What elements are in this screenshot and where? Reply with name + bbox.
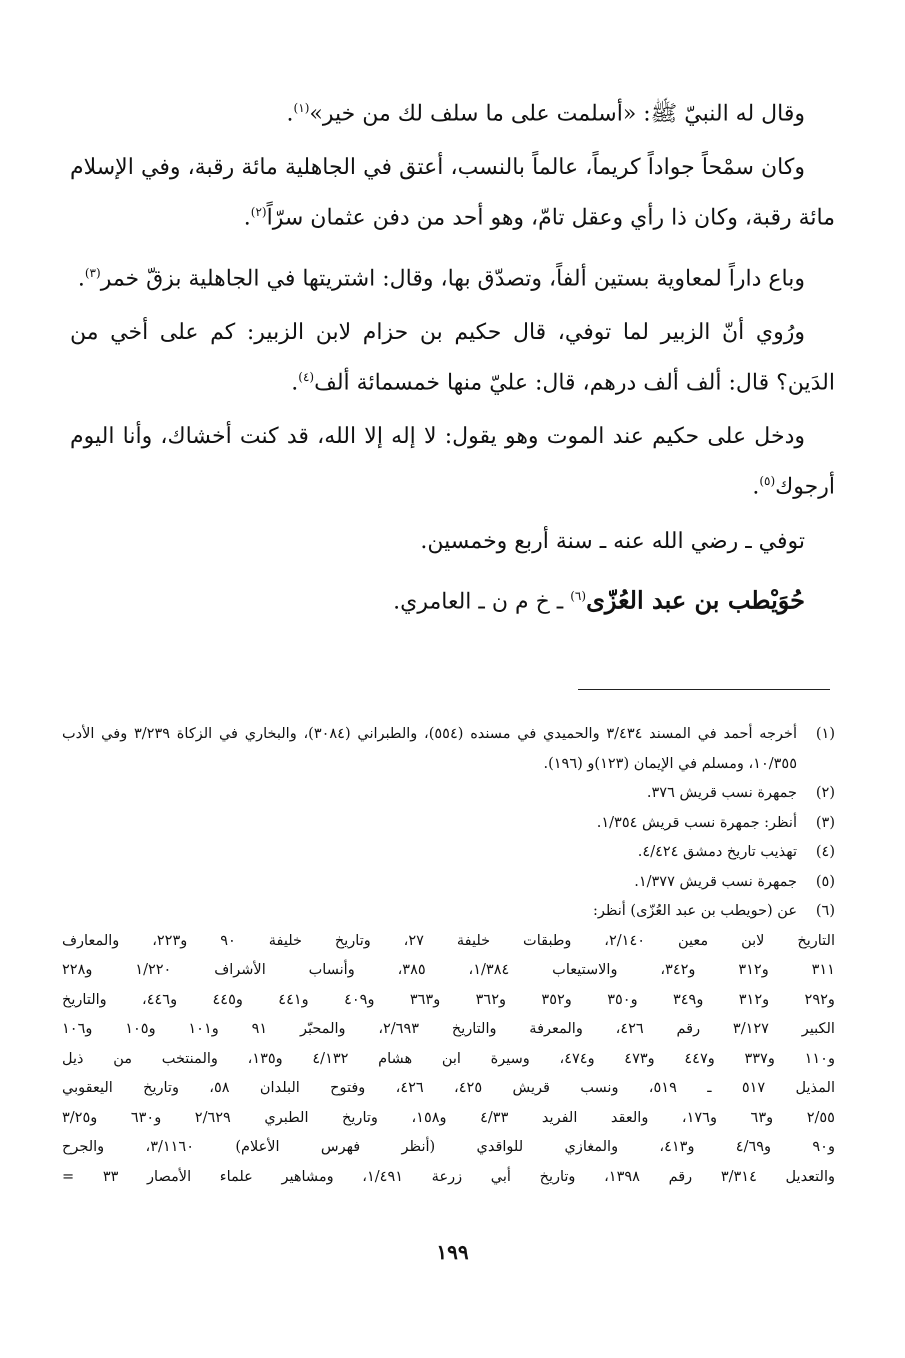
footnote-6-continuation-line: ٢/٥٥ و٦٣ و١٧٦، والعقد الفريد ٤/٣٣ و١٥٨، وتاريخ الطبري ٢/٦٢٩ و٦٣٠ و٣/٢٥: [62, 1109, 835, 1126]
paragraph-1-text: وقال له النبيّ ﷺ: «أسلمت على ما سلف لك من خير»: [309, 101, 805, 127]
footnote-number: (٢): [815, 785, 835, 801]
footnote-2: [62, 779, 835, 809]
paragraph-4-text: ورُوي أنّ الزبير لما توفي، قال حكيم بن حزام لابن الزبير: كم على أخي من الدَين؟ قال: ألف ألف درهم، قال: عليّ منها خمسمائة ألف: [70, 319, 835, 396]
footnote-ref-3: (٣): [84, 265, 101, 280]
paragraph-6: توفي ـ رضي الله عنه ـ سنة أربع وخمسين.: [420, 528, 805, 554]
footnote-6-continuation-line: الكبير ٣/١٢٧ رقم ٤٢٦، والمعرفة والتاريخ ٢/٦٩٣، والمحبّر ٩١ و١٠١ و١٠٥ و١٠٦: [62, 1021, 835, 1037]
footnote-ref-1: (١): [293, 101, 310, 115]
footnote-6-continuation-line: والتعديل ٣/٣١٤ رقم ١٣٩٨، وتاريخ أبي زرعة ١/٤٩١، ومشاهير علماء الأمصار ٣٣ =: [62, 1168, 835, 1185]
entry-heading: [70, 574, 835, 624]
paragraph-4: [70, 311, 835, 405]
paragraph-5-text: ودخل على حكيم عند الموت وهو يقول: لا إله إلا الله، قد كنت أخشاك، وأنا اليوم أرجوك: [70, 424, 835, 500]
footnote-number: (٤): [815, 844, 835, 860]
footnote-ref-2: (٢): [250, 205, 267, 220]
paragraph-3-end: .: [77, 265, 85, 291]
paragraph-2-text: وكان سمْحاً جواداً كريماً، عالماً بالنسب، أعتق في الجاهلية مائة رقبة، وفي الإسلام مائة رقبة، وكان ذا رأي وعقل تامّ، وهو أحد من دفن عثمان سرّاً: [70, 155, 835, 231]
footnote-number: (٦): [815, 903, 835, 919]
footnote-6-continuation-line: و٩٠ و٤/٦٩ و٤١٣، والمغازي للواقدي (أنظر فهرس الأعلام) ٣/١١٦٠، والجرح: [62, 1139, 835, 1155]
footnote-1: [62, 720, 835, 779]
footnote-text: جمهرة نسب قريش ٣٧٦.: [646, 785, 797, 801]
paragraph-5-end: .: [752, 474, 760, 500]
footnote-number: (٣): [815, 814, 835, 831]
footnote-text: عن (حويطب بن عبد العُزّى) أنظر:: [592, 903, 797, 919]
footnote-6: [62, 897, 835, 927]
footnotes: [62, 720, 835, 1192]
paragraph-1-end: .: [286, 101, 294, 127]
footnote-5: [62, 868, 835, 898]
footnote-text: تهذيب تاريخ دمشق ٤/٤٢٤.: [637, 844, 797, 860]
footnote-text: أنظر: جمهرة نسب قريش ١/٣٥٤.: [596, 814, 797, 831]
footnote-number: (١): [815, 726, 835, 742]
paragraph-2: [70, 146, 835, 240]
paragraph-4-end: .: [291, 370, 299, 396]
footnote-6-continuation-line: المذيل ٥١٧ ـ ٥١٩، ونسب قريش ٤٢٥، ٤٢٦، وفتوح البلدان ٥٨، وتاريخ اليعقوبي: [62, 1080, 835, 1096]
footnote-text: أخرجه أحمد في المسند ٣/٤٣٤ والحميدي في مسنده (٥٥٤)، والطبراني (٣٠٨٤)، والبخاري في الزكاة ٣/٢٣٩ وفي الأدب ١٠/٣٥٥، ومسلم في الإيمان (١٢٣)و (١٩٦).: [62, 726, 797, 772]
footnote-6-continuation-line: التاريخ لابن معين ٢/١٤٠، وطبقات خليفة ٢٧، وتاريخ خليفة ٩٠ و٢٢٣، والمعارف: [62, 932, 835, 949]
footnote-ref-5: (٥): [759, 474, 776, 489]
footnote-3: [62, 809, 835, 839]
paragraph-5: [70, 415, 835, 509]
paragraph-3: [70, 251, 835, 301]
footnote-ref-4: (٤): [298, 369, 315, 384]
footnote-separator: [578, 689, 830, 690]
footnote-number: (٥): [815, 873, 835, 890]
footnote-6-continuation-line: و١١٠ و٣٣٧ و٤٤٧ و٤٧٣ و٤٧٤، وسيرة ابن هشام ٤/١٣٢ و١٣٥، والمنتخب من ذيل: [62, 1050, 835, 1067]
footnote-4: [62, 838, 835, 868]
entry-heading-codes: ـ خ م ن ـ العامري.: [393, 588, 564, 614]
paragraph-3-text: وباع داراً لمعاوية بستين ألفاً، وتصدّق بها، وقال: اشتريتها في الجاهلية بزقّ خمر: [100, 265, 805, 291]
footnote-6-continuation-line: و٢٩٢ و٣١٢ و٣٤٩ و٣٥٠ و٣٥٢ و٣٦٢ و٣٦٣ و٤٠٩ و٤٤١ و٤٤٥ و٤٤٦، والتاريخ: [62, 991, 835, 1008]
main-text: [70, 86, 835, 634]
footnote-ref-6: (٦): [570, 588, 587, 603]
paragraph-1: [70, 86, 835, 136]
footnote-text: جمهرة نسب قريش ١/٣٧٧.: [634, 873, 797, 890]
page-number: ١٩٩: [436, 1240, 469, 1264]
paragraph-2-end: .: [243, 205, 251, 231]
footnote-6-continuation-line: ٣١١ و٣١٢ و٣٤٢، والاستيعاب ١/٣٨٤، ٣٨٥، وأنساب الأشراف ١/٢٢٠ و٢٢٨: [62, 962, 835, 978]
entry-heading-name: حُوَيْطب بن عبد العُزّى: [586, 584, 805, 614]
